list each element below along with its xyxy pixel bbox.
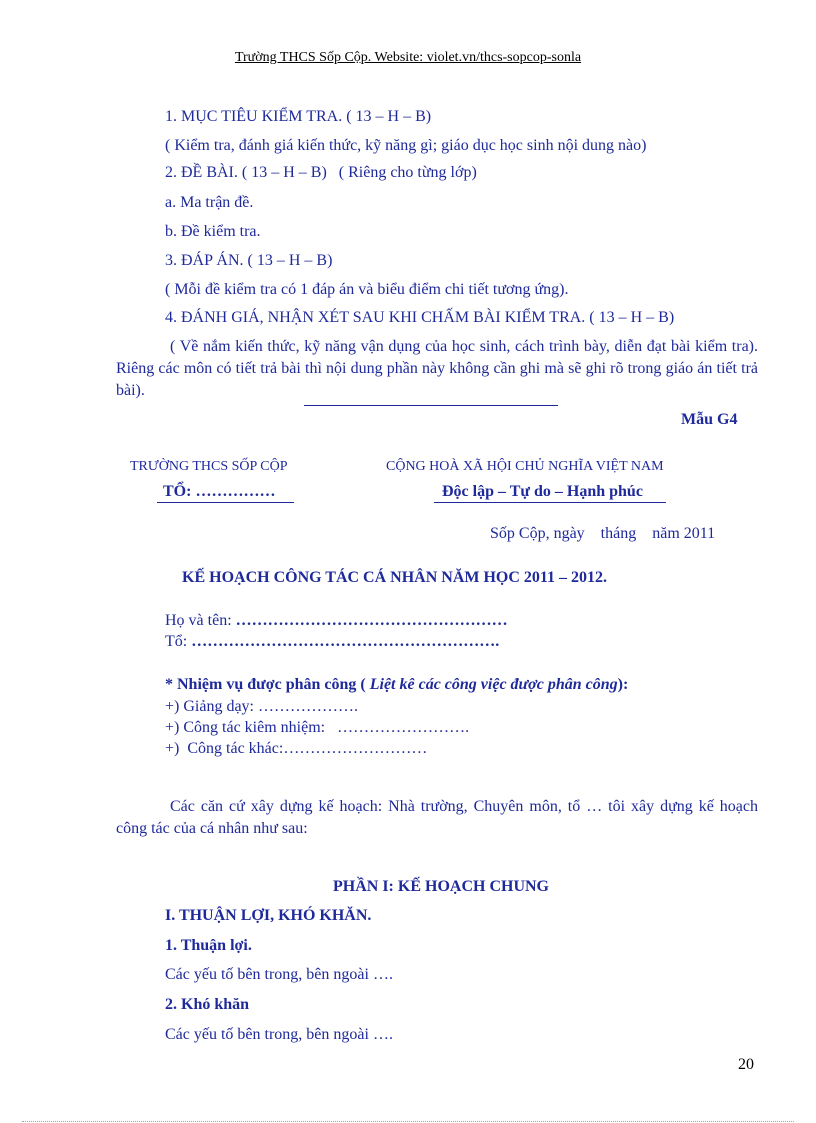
name-field (165, 610, 508, 632)
name-dots: …………………………………………… (235, 612, 508, 629)
school-name: TRƯỜNG THCS SỐP CỘP (130, 459, 288, 474)
duty-other: +) Công tác khác:……………………… (165, 740, 428, 757)
difficulties-heading: 2. Khó khăn (165, 996, 250, 1013)
exam-paper-item: b. Đề kiểm tra. (165, 223, 261, 240)
evaluation-paragraph-text: ( Về nắm kiến thức, kỹ năng vận dụng của học sinh, cách trình bày, diễn đạt bài kiểm tra). Riêng các môn có tiết trả bài thì nội dung phần này không cần ghi mà sẽ ghi rõ trong giáo án tiết trả bài). (116, 338, 758, 399)
department-field (165, 631, 499, 653)
difficulties-text: Các yếu tố bên trong, bên ngoài …. (165, 1026, 393, 1043)
duties-heading-b: Liệt kê các công việc được phân công (369, 676, 618, 693)
plan-title: KẾ HOẠCH CÔNG TÁC CÁ NHÂN NĂM HỌC 2011 – 2012. (182, 569, 608, 586)
advantages-heading: 1. Thuận lợi. (165, 937, 252, 954)
name-label: Họ và tên: (165, 612, 232, 629)
motto-underline (434, 502, 666, 503)
objective-note: ( Kiểm tra, đánh giá kiến thức, kỹ năng gì; giáo dục học sinh nội dung nào) (165, 137, 647, 154)
duties-heading-a: * Nhiệm vụ được phân công ( (165, 676, 366, 693)
department-underline (157, 502, 294, 503)
advantages-text: Các yếu tố bên trong, bên ngoài …. (165, 966, 393, 983)
answer-heading: 3. ĐÁP ÁN. ( 13 – H – B) (165, 252, 333, 269)
separator-line (304, 405, 558, 406)
date-line: Sốp Cộp, ngày tháng năm 2011 (490, 525, 716, 542)
nation-name: CỘNG HOÀ XÃ HỘI CHỦ NGHĨA VIỆT NAM (386, 459, 664, 474)
page-edge (22, 1121, 794, 1122)
exam-matrix-item: a. Ma trận đề. (165, 194, 254, 211)
answer-note: ( Mỗi đề kiểm tra có 1 đáp án và biểu điểm chi tiết tương ứng). (165, 281, 569, 298)
part1-title: PHẦN I: KẾ HOẠCH CHUNG (333, 878, 549, 895)
page-header: Trường THCS Sốp Cộp. Website: violet.vn/thcs-sopcop-sonla (234, 50, 582, 65)
page-number: 20 (738, 1056, 754, 1073)
basis-paragraph-text: Các căn cứ xây dựng kế hoạch: Nhà trường, Chuyên môn, tổ … tôi xây dựng kế hoạch công tác của cá nhân như sau: (116, 798, 758, 837)
objective-heading: 1. MỤC TIÊU KIỂM TRA. ( 13 – H – B) (165, 108, 432, 125)
department-label: Tổ: (165, 633, 188, 650)
duty-teaching: +) Giảng dạy: ………………. (165, 698, 358, 715)
department-dots: …………………………………………………. (191, 633, 500, 650)
form-label: Mẫu G4 (681, 411, 738, 428)
department-line: TỔ: …………… (163, 483, 276, 500)
exam-heading-text: 2. ĐỀ BÀI. ( 13 – H – B) (165, 164, 327, 181)
nation-motto: Độc lập – Tự do – Hạnh phúc (442, 483, 643, 500)
exam-heading-note: ( Riêng cho từng lớp) (338, 164, 477, 181)
duties-heading (165, 674, 628, 696)
exam-heading (165, 162, 477, 184)
basis-paragraph (116, 796, 758, 840)
duties-heading-c: ): (617, 676, 629, 693)
evaluation-heading: 4. ĐÁNH GIÁ, NHẬN XÉT SAU KHI CHẤM BÀI KIỂM TRA. ( 13 – H – B) (165, 309, 675, 326)
duty-concurrent: +) Công tác kiêm nhiệm: ……………………. (165, 719, 470, 736)
evaluation-paragraph (116, 336, 758, 402)
part1-heading: I. THUẬN LỢI, KHÓ KHĂN. (165, 907, 372, 924)
